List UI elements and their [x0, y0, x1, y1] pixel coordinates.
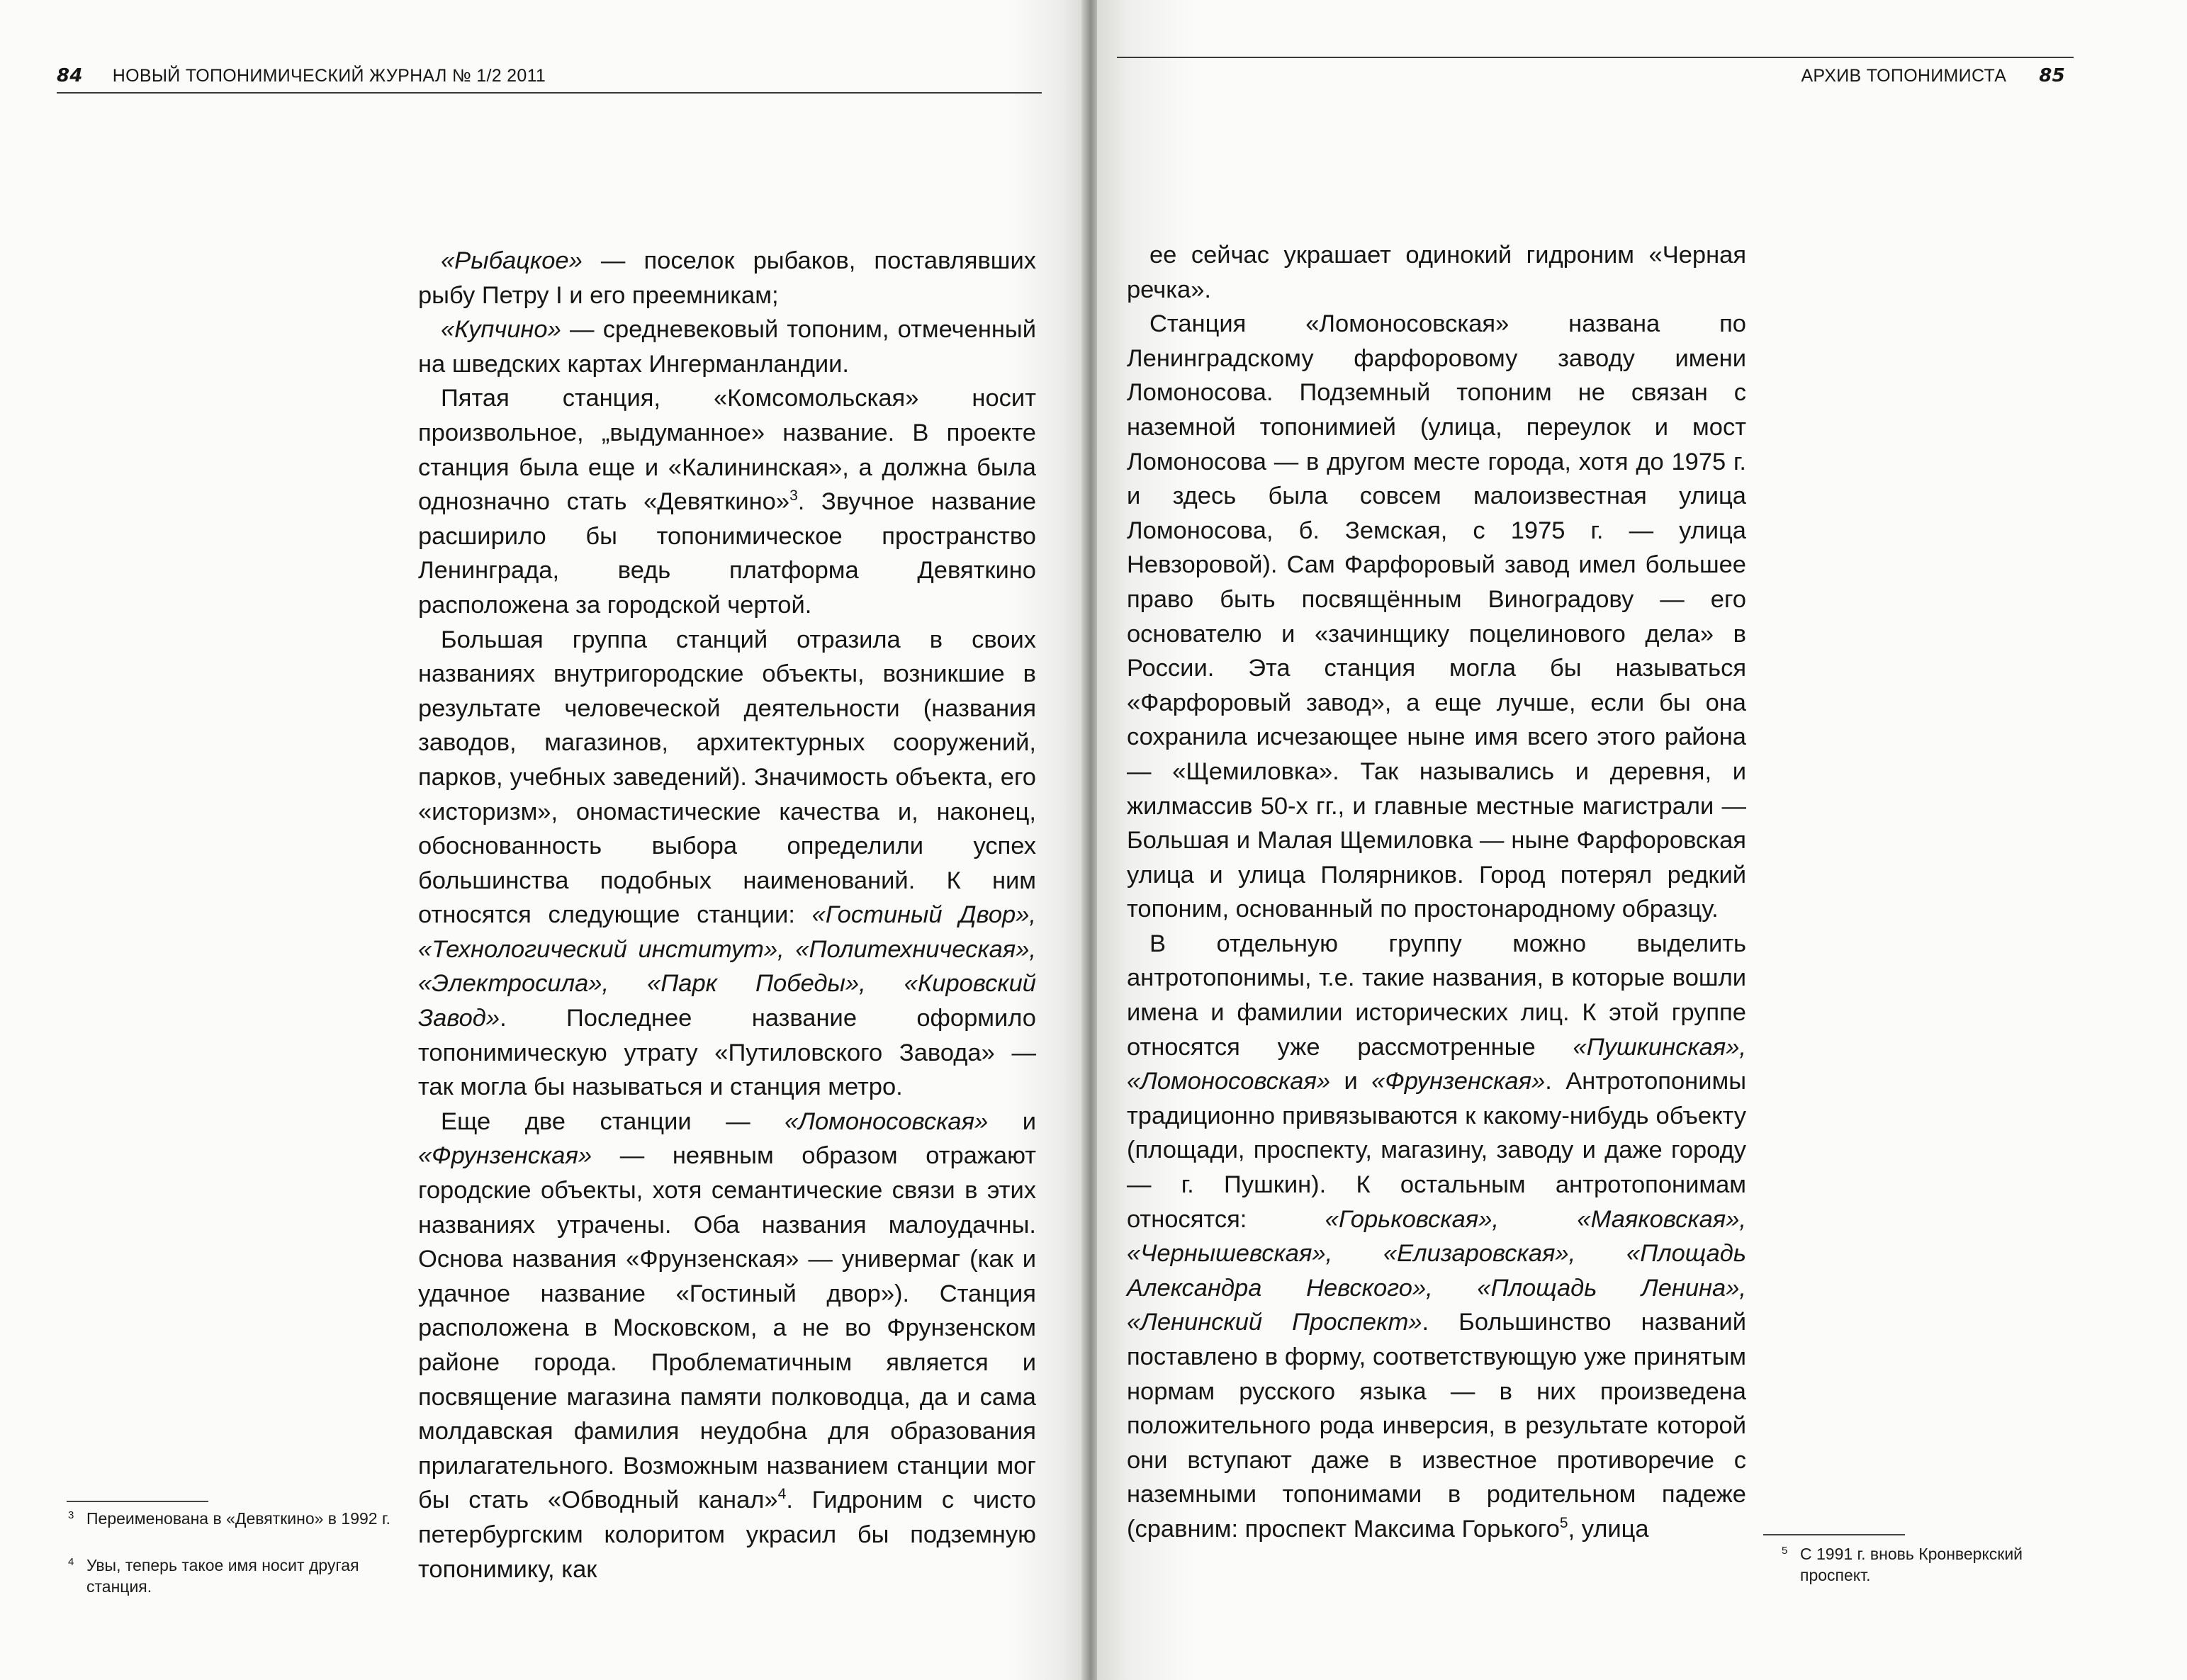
- text-run: Станция «Ломоносовская» названа по Ленинградскому фарфоровому заводу имени Ломоносова. Подземный топоним не связан с наземной топонимией (улица, переулок и мост Ломоносова — в другом месте города, хотя до 1975 г. и здесь была совсем малоизвестная улица Ломоносова, б. Земская, с 1975 г. — улица Невзоровой). Сам Фарфоровый завод имел большее право быть посвящённым Виноградову — его основателю и «зачинщику поцелинового дела» в России. Эта станция могла бы называться «Фарфоровый завод», а еще лучше, если бы она сохранила исчезающее ныне имя всего этого района — «Щемиловка». Так назывались и деревня, и жилмассив 50-х гг., и главные местные магистрали — Большая и Малая Щемиловка — ныне Фарфоровская улица и улица Полярников. Город потерял редкий топоним, основанный по простонародному образцу.: [1127, 310, 1746, 923]
- right-header-rule: [1117, 57, 2074, 58]
- left-footnote-rule: [67, 1501, 208, 1502]
- text-run: — поселок рыбаков, поставлявших рыбу Петру I и его преемникам;: [418, 247, 1036, 309]
- italic-station-names: «Фрунзенская»: [1371, 1068, 1546, 1095]
- footnote-3: 3 Переименована в «Девяткино» в 1992 г.: [68, 1509, 390, 1528]
- italic-station-names: «Гостиный Двор», «Технологический институт», «Политехническая», «Электросила», «Парк Победы», «Кировский Завод»: [418, 901, 1036, 1032]
- paragraph: [1127, 238, 1746, 307]
- right-page: [1097, 0, 2187, 1680]
- paragraph: [418, 1105, 1036, 1586]
- footnote-ref: 4: [777, 1486, 787, 1503]
- text-run: Большая группа станций отразила в своих названиях внутригородские объекты, возникшие в результате человеческой деятельности (названия заводов, магазинов, архитектурных сооружений, парков, учебных заведений). Значимость объекта, его «историзм», ономастические качества и, наконец, обоснованность выбора определили успех большинства подобных наименований. К ним относятся следующие станции:: [418, 626, 1036, 929]
- text-run: , улица: [1568, 1515, 1649, 1543]
- text-run: ее сейчас украшает одинокий гидроним «Черная речка».: [1127, 242, 1746, 303]
- text-run: — средневековый топоним, отмеченный на шведских картах Ингерманландии.: [418, 316, 1036, 378]
- text-run: — неявным образом отражают городские объекты, хотя семантические связи в этих названиях утрачены. Оба названия малоудачны. Основа названия «Фрунзенская» — универмаг (как и удачное название «Гостиный двор»). Станция расположена в Московском, а не во Фрунзенском районе города. Проблематичным является и посвящение магазина памяти полководца, да и сама молдавская фамилия неудобна для образования прилагательного. Возможным названием станции мог бы стать «Обводный канал»: [418, 1142, 1036, 1514]
- right-running-header: [1801, 65, 2065, 86]
- right-text-column: [1127, 238, 1746, 1547]
- footnote-ref: 3: [789, 487, 798, 504]
- paragraph: [418, 623, 1036, 1105]
- italic-station-names: «Фрунзенская»: [418, 1142, 592, 1170]
- footnote-4: 4 Увы, теперь такое имя носит другая станция.: [68, 1556, 359, 1596]
- paragraph: [418, 244, 1036, 312]
- text-run: Еще две станции —: [441, 1107, 785, 1135]
- italic-station-names: «Купчино»: [441, 316, 561, 344]
- right-footnote-rule: [1763, 1534, 1905, 1535]
- paragraph: [418, 381, 1036, 622]
- left-header-rule: [57, 92, 1042, 94]
- text-run: Пятая станция, «Комсомольская» носит произвольное, „выдуманное» название. В проекте станция была еще и «Калининская», а должна была однозначно стать «Девяткино»: [418, 385, 1036, 516]
- journal-title: НОВЫЙ ТОПОНИМИЧЕСКИЙ ЖУРНАЛ № 1/2 2011: [112, 66, 546, 86]
- left-running-header: [57, 65, 546, 86]
- paragraph: [1127, 307, 1746, 927]
- text-run: В отдельную группу можно выделить антротопонимы, т.е. такие названия, в которые вошли имена и фамилии исторических лиц. К этой группе относятся уже рассмотренные: [1127, 930, 1746, 1061]
- right-page-number: 85: [2039, 65, 2065, 86]
- italic-station-names: «Рыбацкое»: [441, 247, 583, 274]
- paragraph: [1127, 927, 1746, 1547]
- text-run: . Последнее название оформило топонимическую утрату «Путиловского Завода» — так могла бы называться и станция метро.: [418, 1005, 1036, 1101]
- italic-station-names: «Горьковская», «Маяковская», «Чернышевская», «Елизаровская», «Площадь Александра Невского», «Площадь Ленина», «Ленинский Проспект»: [1127, 1205, 1746, 1336]
- left-page-number: 84: [57, 65, 83, 86]
- text-run: . Большинство названий поставлено в форму, соответствующую уже принятым нормам русского языка — в них произведена положительного рода инверсия, в результате которой они вступают даже в известное противоречие с наземными топонимами в родительном падеже (сравним: проспект Максима Горького: [1127, 1309, 1746, 1543]
- section-title: АРХИВ ТОПОНИМИСТА: [1801, 66, 2007, 86]
- text-run: и: [1330, 1068, 1372, 1095]
- text-run: . Звучное название расширило бы топонимическое пространство Ленинграда, ведь платформа Девяткино расположена за городской чертой.: [418, 488, 1037, 619]
- text-run: и: [988, 1107, 1036, 1135]
- left-text-column: [418, 244, 1036, 1586]
- text-run: . Антротопонимы традиционно привязываются к какому-нибудь объекту (площади, проспекту, магазину, заводу и даже городу — г. Пушкин). К остальным антротопонимам относятся:: [1127, 1068, 1746, 1233]
- footnote-5: 5 С 1991 г. вновь Кронверкский проспект.: [1782, 1545, 2023, 1584]
- text-run: . Гидроним с чисто петербургским колоритом украсил бы подземную топонимику, как: [418, 1487, 1036, 1583]
- left-page: [0, 0, 1084, 1680]
- paragraph: [418, 312, 1036, 381]
- italic-station-names: «Ломоносовская»: [785, 1107, 989, 1135]
- italic-station-names: «Пушкинская», «Ломоносовская»: [1127, 1033, 1746, 1095]
- footnote-ref: 5: [1559, 1514, 1568, 1531]
